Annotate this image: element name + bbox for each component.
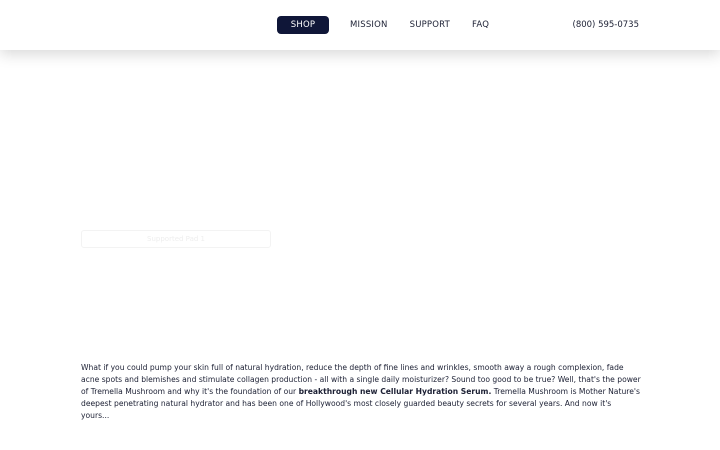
intro-paragraph <box>81 362 641 422</box>
nav-mission-link[interactable]: MISSION <box>350 20 388 30</box>
nav-shop-button[interactable]: SHOP <box>277 16 329 34</box>
nav-faq-link[interactable]: FAQ <box>472 20 490 30</box>
faded-content-box <box>81 230 271 248</box>
intro-text-bold: breakthrough new Cellular Hydration Serum. <box>298 387 492 396</box>
site-header <box>0 0 720 50</box>
intro-text-part1: What if you could pump your skin full of natural hydration, reduce the depth of fine lines and wrinkles, smooth away a rough complexion, fade acne spots and blemishes and stimulate collagen production - all with a single daily moisturizer? Sound too good to be true? Well, that's the power of Tremella Mushroom and why it's the foundation of our <box>81 363 641 396</box>
nav-support-link[interactable]: SUPPORT <box>409 20 451 30</box>
intro-text-part2: Tremella Mushroom is Mother Nature's deepest penetrating natural hydrator and has been one of Hollywood's most closely guarded beauty secrets for several years. And now it's yours... <box>81 387 640 420</box>
phone-number-link[interactable]: (800) 595-0735 <box>572 20 639 30</box>
faded-label: Supported Pad 1 <box>147 235 205 243</box>
main-nav <box>277 16 489 34</box>
